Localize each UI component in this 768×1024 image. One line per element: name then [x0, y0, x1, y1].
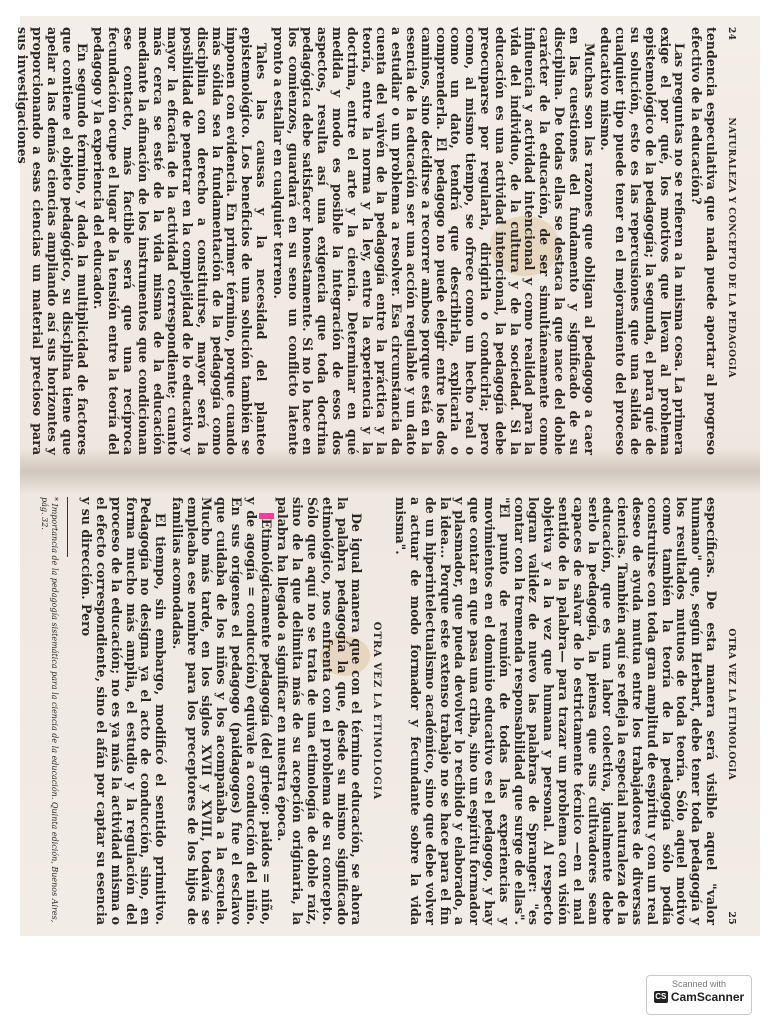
scanned-book-spread: [15, 16, 760, 936]
page-number: 24: [726, 27, 736, 41]
left-page-text-block: [15, 21, 740, 461]
section-title: OTRA VEZ LA ETIMOLOGIA: [371, 621, 383, 801]
right-page: [20, 486, 760, 936]
paragraph: De igual manera que con el término educación, se ahora la palabra pedagogía la que, desde su mismo significado etimológico, nos enfrenta con el problema de su concepto. Sólo que aquí no se trata de una etimología de doble raíz, sino de la que delimita más de su acepción originaria, la palabra ha llegado a significar en nuestra época.: [275, 497, 365, 925]
paragraph: En segundo término, y dada la multiplicidad de factores que contiene el objeto pedagógico, su disciplina tiene que apelar a las demás ciencias ampliando así sus horizontes y proporcionando a esas ciencias un material precioso para sus investigaciones: [15, 27, 90, 455]
running-header: [726, 27, 736, 455]
running-header: [726, 497, 736, 925]
camscanner-logo-icon: CS: [655, 992, 667, 1001]
footnote-rule: [67, 497, 68, 557]
paragraph-text: Etimológicamente pedagogía (del griego: paidos = niño, y de agogía = conducción) equivale a conducción del niño. En sus orígenes el pedagogo (paidagogos) fue el esclavo que cuidaba de los niños y los acompañaba a la escuela. Mucho más tarde, en los siglos XVII y XVIII, todavía se empleaba ese nombre para los preceptores de los hijos de familias acomodadas.: [169, 497, 274, 925]
camscanner-watermark: [646, 975, 752, 1015]
watermark-caption: Scanned with: [671, 979, 727, 989]
left-page: [15, 16, 760, 466]
highlighted-paragraph: [169, 497, 273, 925]
paragraph: tendencia especulativa que nada puede aportar al progreso efectivo de la educación?: [689, 27, 719, 455]
paragraph: Muchas son las razones que obligan al pedagogo a caer en las cuestiones del fundamento y significado de su disciplina. De todas ellas se destaca la que nace del doble carácter de la educación, de ser simultáneamente como influencia y actividad intencional y como realidad para la vida del individuo, de la cultura y de la sociedad. Si la educación es una actividad intencional, la pedagogía debe preocuparse por regularla, dirigirla o conducirla; pero como, al mismo tiempo, se ofrece como un hecho real o como un dato, tendrá que describirla, explicarla o comprenderla. El pedagogo no puede elegir entre los dos caminos, sino decidirse a recorrer ambos porque está en la esencia de la educación ser una acción regulable y un dato a estudiar o un problema a resolver. Esa circunstancia da cuenta del vaivén de la pedagogía entre la práctica y la teoría, entre la norma y la ley, entre la experiencia y la doctrina, entre el arte y la ciencia. Determinar en qué medida y modo es posible la integración de esos dos aspectos, resulta así una exigencia que toda doctrina pedagógica debe satisfacer honestamente. Si no lo hace en los comienzos, guardará en su seno un conflicto latente pronto a estallar en cualquier terreno.: [270, 27, 597, 455]
right-page-text-block: [40, 491, 740, 931]
running-head: NATURALEZA Y CONCEPTO DE LA PEDAGOGIA: [726, 117, 736, 378]
paragraph: Las preguntas no se refieren a la misma cosa. La primera exige el por qué, los motivos que llevan al problema epistemológico de la pedagogía; la segunda, el para qué de su solución, esto es las repercusiones que una salida de cualquier tipo puede tener en el mejoramiento del proceso educativo mismo.: [598, 27, 688, 455]
footnote: * Importancia de la pedagogía sistemática para la ciencia de la educación. Quinta edición, Buenos Aires, pág. 32.: [40, 497, 60, 923]
watermark-name: CamScanner: [670, 990, 745, 1004]
paragraph: específicas. De esta manera será visible aquel "valor humano" que, según Herbart, debe tener toda pedagogía y los resultados mutuos de toda teoría. Sólo aquel motivo como también la teoría de la pedagogía sólo podía construirse con toda gran amplitud de espíritu y con un real deseo de ayuda mutua entre los trabajadores de diversas ciencias. También aquí se refleja la especial naturaleza de la educación, que es una labor colectiva, igualmente debe serlo la pedagogía, la piensa que sus cultivadores sean capaces de salvar de lo estrictamente técnico —en el mal sentido de la palabra— para trazar un problema con visión objetiva y a la vez que humana y personal. Al respecto logran validez de nuevo las palabras de Spranger: "es contar con la tremenda responsabilidad que surge de ellas". "El punto de reunión de todas las experiencias y movimientos en el dominio educativo es el pedagogo, y hay que contar en que pasa una criba, sino un espíritu formador y plasmador, que pueda devolver lo recibido y elaborado, a la idea... Porque este extenso trabajo no se hace para el fin de un hiperintelectualismo académico, sino que debe volver a actuar de modo formador y fecundante sobre la vida misma".: [393, 497, 719, 925]
watermark-brand: [647, 990, 751, 1004]
paragraph: El tiempo, sin embargo, modificó el sentido primitivo. Pedagogía no designa ya el acto de conducción, sino, en forma mucho más amplia, el estudio y la regulación del proceso de la educación; no es ya más la actividad misma o el efecto correspondiente, sino el afán por captar su esencia y su dirección. Pero: [79, 497, 169, 925]
running-head: OTRA VEZ LA ETIMOLOGIA: [726, 628, 736, 781]
paragraph: Tales las causas y la necesidad del planteo epistemológico. Los beneficios de una solución también se imponen con evidencia. En primer término, porque cuando más sólida sea la fundamentación de la pedagogía como disciplina con derecho a constituirse, mayor será la posibilidad de penetrar en la complejidad de lo educativo y mayor la eficacia de la actividad correspondiente; cuanto más cerca se esté de la vida misma de la educación mediante la afinación de los instrumentos que condicionan ese contacto, más factible será que una recíproca fecundación ocupe el lugar de la tensión entre la teoría del pedagogo y la experiencia del educador.: [91, 27, 270, 455]
page-number: 25: [726, 911, 736, 925]
